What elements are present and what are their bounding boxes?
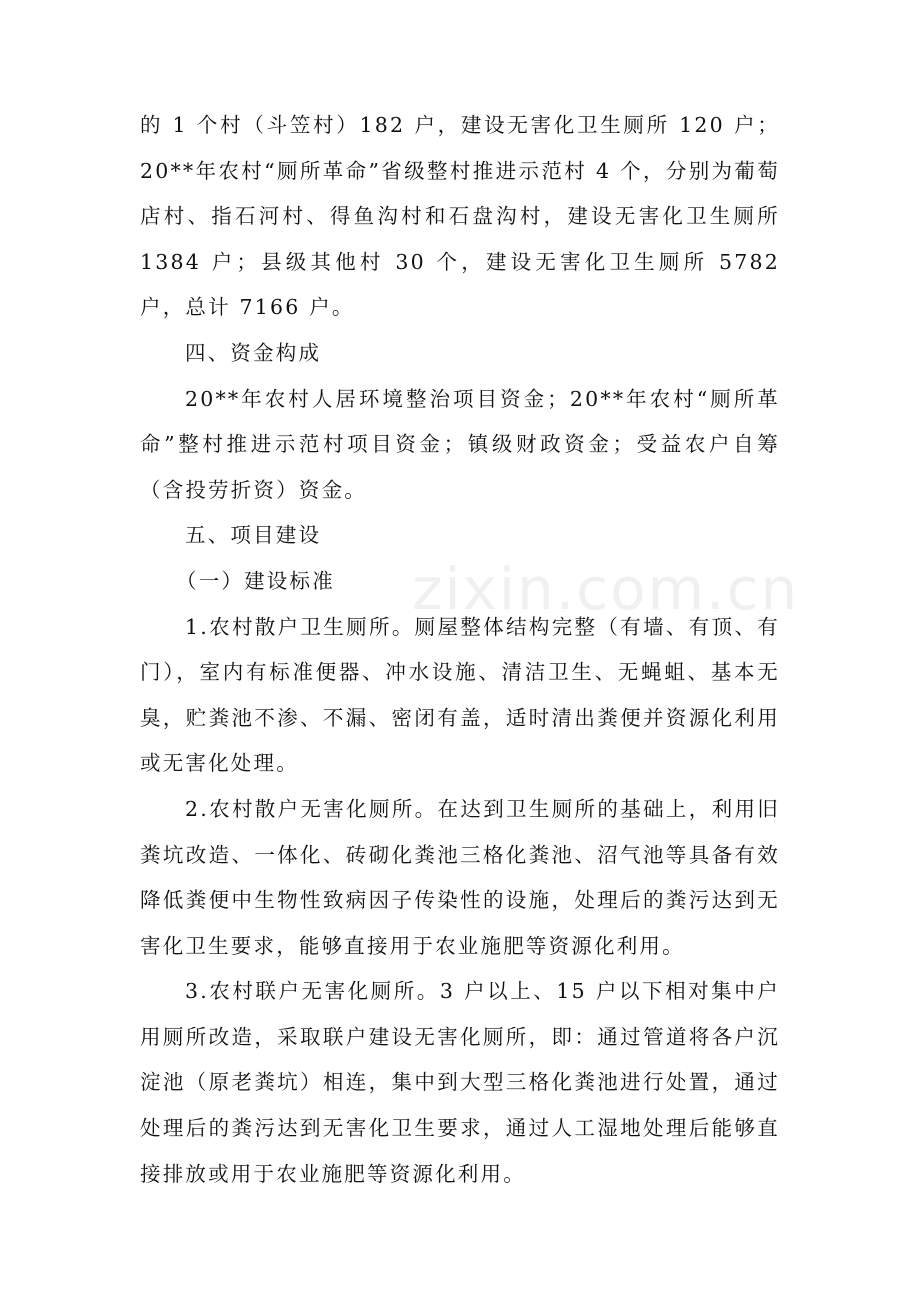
paragraph-standard-1: 1.农村散户卫生厕所。厕屋整体结构完整（有墙、有顶、有门），室内有标准便器、冲水设施、清洁卫生、无蝇蛆、基本无臭，贮粪池不渗、不漏、密闭有盖，适时清出粪便并资源化利用或无害化处理。 xyxy=(140,614,780,776)
subsection-heading-standards: （一）建设标准 xyxy=(176,568,335,593)
document-body xyxy=(140,103,780,1197)
paragraph-funding-sources: 20**年农村人居环境整治项目资金；20**年农村“厕所革命”整村推进示范村项目资金；镇级财政资金；受益农户自筹（含投劳折资）资金。 xyxy=(140,386,780,502)
paragraph-standard-2: 2.农村散户无害化厕所。在达到卫生厕所的基础上，利用旧粪坑改造、一体化、砖砌化粪池三格化粪池、沼气池等具备有效降低粪便中生物性致病因子传染性的设施，处理后的粪污达到无害化卫生要求，能够直接用于农业施肥等资源化利用。 xyxy=(140,796,780,958)
paragraph-standard-3: 3.农村联户无害化厕所。3 户以上、15 户以下相对集中户用厕所改造，采取联户建设无害化厕所，即：通过管道将各户沉淀池（原老粪坑）相连，集中到大型三格化粪池进行处置，通过处理后的粪污达到无害化卫生要求，通过人工湿地处理后能够直接排放或用于农业施肥等资源化利用。 xyxy=(140,979,780,1186)
paragraph-households-summary: 的 1 个村（斗笠村）182 户，建设无害化卫生厕所 120 户；20**年农村“厕所革命”省级整村推进示范村 4 个，分别为葡萄店村、指石河村、得鱼沟村和石盘沟村，建设无害化卫生厕所 1384 户；县级其他村 30 个，建设无害化卫生厕所 5782 户，总计 7166 户。 xyxy=(140,113,780,320)
watermark-logo: zixin.com.cn xyxy=(412,555,800,623)
section-heading-construction: 五、项目建设 xyxy=(185,523,322,548)
section-heading-funding: 四、资金构成 xyxy=(185,340,322,365)
